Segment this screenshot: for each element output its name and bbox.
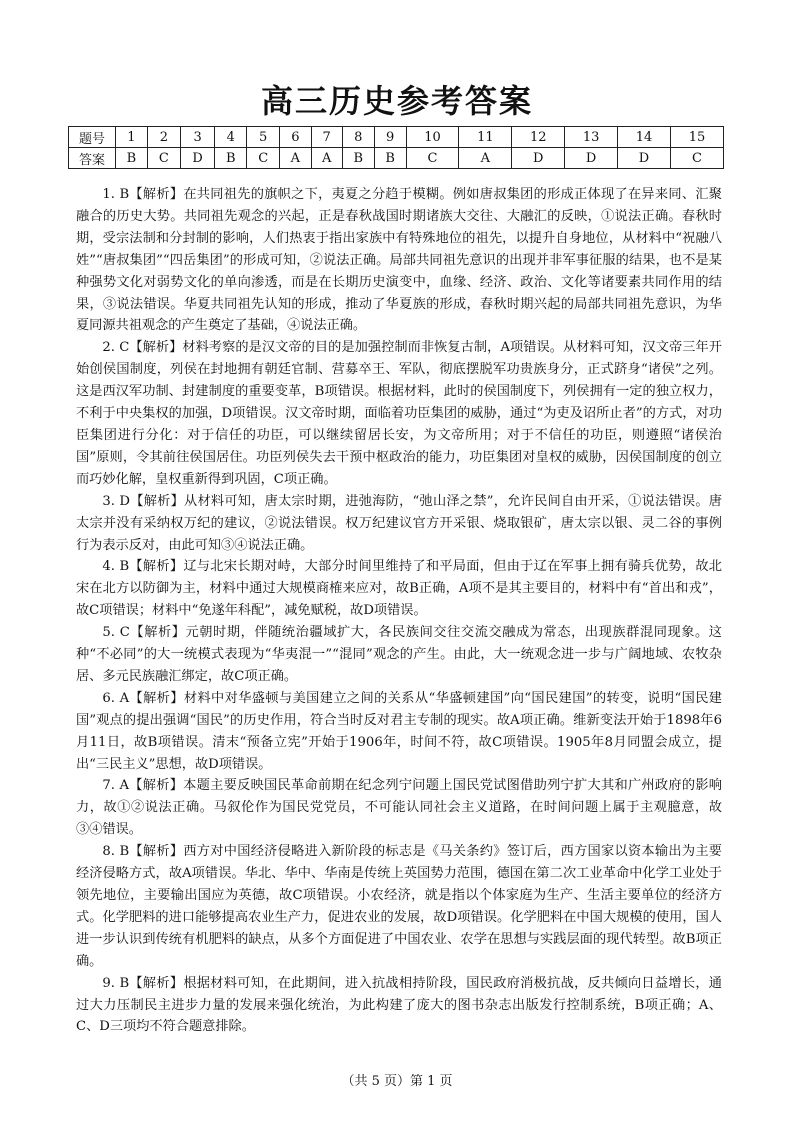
question-number: 8 — [342, 127, 374, 148]
question-number: 14 — [618, 127, 671, 148]
answer-cell: C — [147, 148, 180, 169]
answer-cell: C — [406, 148, 459, 169]
page-footer: （共 5 页）第 1 页 — [341, 1074, 453, 1089]
question-number: 11 — [459, 127, 512, 148]
answer-table-answer-row — [69, 148, 724, 169]
question-number: 9 — [374, 127, 406, 148]
question-number: 7 — [311, 127, 342, 148]
question-number: 4 — [215, 127, 247, 148]
answer-cell: C — [247, 148, 280, 169]
question-number: 15 — [670, 127, 723, 148]
answer-table-number-row — [69, 127, 724, 148]
explanation-8: 8. B【解析】西方对中国经济侵略进入新阶段的标志是《马关条约》签订后，西方国家以资本输出为主要经济侵略方式，故A项错误。华北、华中、华南是传统上英国势力范围，德国在第二次工业革命中化学工业处于领先地位，主要输出国应为英德，故C项错误。小农经济，就是指以个体家庭为生产、生活主要单位的经济方式。化学肥料的进口能够提高农业生产力，促进农业的发展，故D项错误。化学肥料在中国大规模的使用，国人进一步认识到传统有机肥料的缺点，从多个方面促进了中国农业、农学在思想与实践层面的现代转型。故B项正确。 — [76, 844, 722, 969]
question-number: 6 — [280, 127, 311, 148]
answer-cell: B — [342, 148, 374, 169]
answer-cell: D — [180, 148, 214, 169]
answer-cell: C — [670, 148, 723, 169]
answer-cell: B — [374, 148, 406, 169]
explanation-1: 1. B【解析】在共同祖先的旗帜之下，夷夏之分趋于模糊。例如唐叔集团的形成正体现了在异来同、汇聚融合的历史大势。共同祖先观念的兴起，正是春秋战国时期诸族大交往、大融汇的反映，①说法正确。春秋时期，受宗法制和分封制的影响，人们热衷于指出家族中有特殊地位的祖先，以提升自身地位，从材料中“祝融八姓”“唐叔集团”“四岳集团”的形成可知，②说法正确。局部共同祖先意识的出现并非军事征服的结果，也不是某种强势文化对弱势文化的单向渗透，而是在长期历史演变中，血缘、经济、政治、文化等诸要素共同作用的结果，③说法错误。华夏共同祖先认知的形成，推动了华夏族的形成，春秋时期兴起的局部共同祖先意识，为华夏同源共祖观念的产生奠定了基础，④说法正确。 — [76, 187, 722, 334]
answer-cell: D — [565, 148, 618, 169]
question-number: 13 — [565, 127, 618, 148]
answer-cell: B — [215, 148, 247, 169]
answer-cell: D — [512, 148, 565, 169]
explanation-6: 6. A【解析】材料中对华盛顿与美国建立之间的关系从“华盛顿建国”向“国民建国”的转变，说明“国民建国”观点的提出强调“国民”的历史作用，符合当时反对君主专制的现实。故A项正确。维新变法开始于1898年6月11日，故B项错误。清末“预备立宪”开始于1906年，时间不符，故C项错误。1905年8月同盟会成立，提出“三民主义”思想，故D项错误。 — [76, 690, 722, 772]
explanation-3: 3. D【解析】从材料可知，唐太宗时期，进弛海防，“弛山泽之禁”，允许民间自由开采，①说法错误。唐太宗并没有采纳权万纪的建议，②说法错误。权万纪建议官方开采银、烧取银矿，唐太宗以银、灵二谷的事例行为表示反对，由此可知③④说法正确。 — [76, 493, 722, 553]
answer-cell: A — [459, 148, 512, 169]
answer-row-label: 答案 — [69, 148, 116, 169]
question-number: 3 — [180, 127, 214, 148]
answer-cell: A — [311, 148, 342, 169]
question-number: 1 — [116, 127, 148, 148]
question-number: 5 — [247, 127, 280, 148]
explanation-4: 4. B【解析】辽与北宋长期对峙，大部分时间里维持了和平局面，但由于辽在军事上拥有骑兵优势，故北宋在北方以防御为主，材料中通过大规模商榷来应对，故B正确，A项不是其主要目的，材料中有“首出和戎”，故C项错误；材料中“免遂年科配”，减免赋税，故D项错误。 — [76, 559, 722, 619]
explanation-5: 5. C【解析】元朝时期，伴随统治疆域扩大，各民族间交往交流交融成为常态，出现族群混同现象。这种“不必同”的大一统模式表现为“华夷混一”“混同”观念的产生。由此，大一统观念进一步与广阔地域、农牧杂居、多元民族融汇绑定，故C项正确。 — [76, 625, 722, 684]
question-number: 12 — [512, 127, 565, 148]
explanations — [76, 184, 722, 1038]
question-number: 2 — [147, 127, 180, 148]
answer-cell: D — [618, 148, 671, 169]
page-title: 高三历史参考答案 — [260, 82, 533, 120]
answer-cell: B — [116, 148, 148, 169]
explanation-2: 2. C【解析】材料考察的是汉文帝的目的是加强控制而非恢复古制，A项错误。从材料可知，汉文帝三年开始创侯国制度，列侯在封地拥有朝廷官制、营募卒王、军队，彻底摆脱军功贵族身分，正式跻身“诸侯”之列。这是西汉军功制、封建制度的重要变革，B项错误。根据材料，此时的侯国制度下，列侯拥有一定的独立权力，不利于中央集权的加强，D项错误。汉文帝时期，面临着功臣集团的威胁，通过“为吏及诏所止者”的方式，对功臣集团进行分化：对于信任的功臣，可以继续留居长安，为文帝所用；对于不信任的功臣，则遵照“诸侯治国”原则，令其前往侯国居住。功臣列侯失去干预中枢政治的能力，功臣集团对皇权的威胁，因侯国制度的创立而巧妙化解，皇权重新得到巩固，C项正确。 — [76, 340, 722, 487]
answer-cell: A — [280, 148, 311, 169]
number-row-label: 题号 — [69, 127, 116, 148]
answer-table — [68, 126, 724, 169]
explanation-7: 7. A【解析】本题主要反映国民革命前期在纪念列宁问题上国民党试图借助列宁扩大其和广州政府的影响力，故①②说法正确。马叙伦作为国民党党员，不可能认同社会主义道路，在时间问题上属于主观臆意，故③④错误。 — [76, 778, 722, 838]
explanation-9: 9. B【解析】根据材料可知，在此期间，进入抗战相持阶段，国民政府消极抗战，反共倾向日益增长，通过大力压制民主进步力量的发展来强化统治，为此构建了庞大的图书杂志出版发行控制系统，B项正确；A、C、D三项均不符合题意排除。 — [76, 975, 722, 1035]
question-number: 10 — [406, 127, 459, 148]
